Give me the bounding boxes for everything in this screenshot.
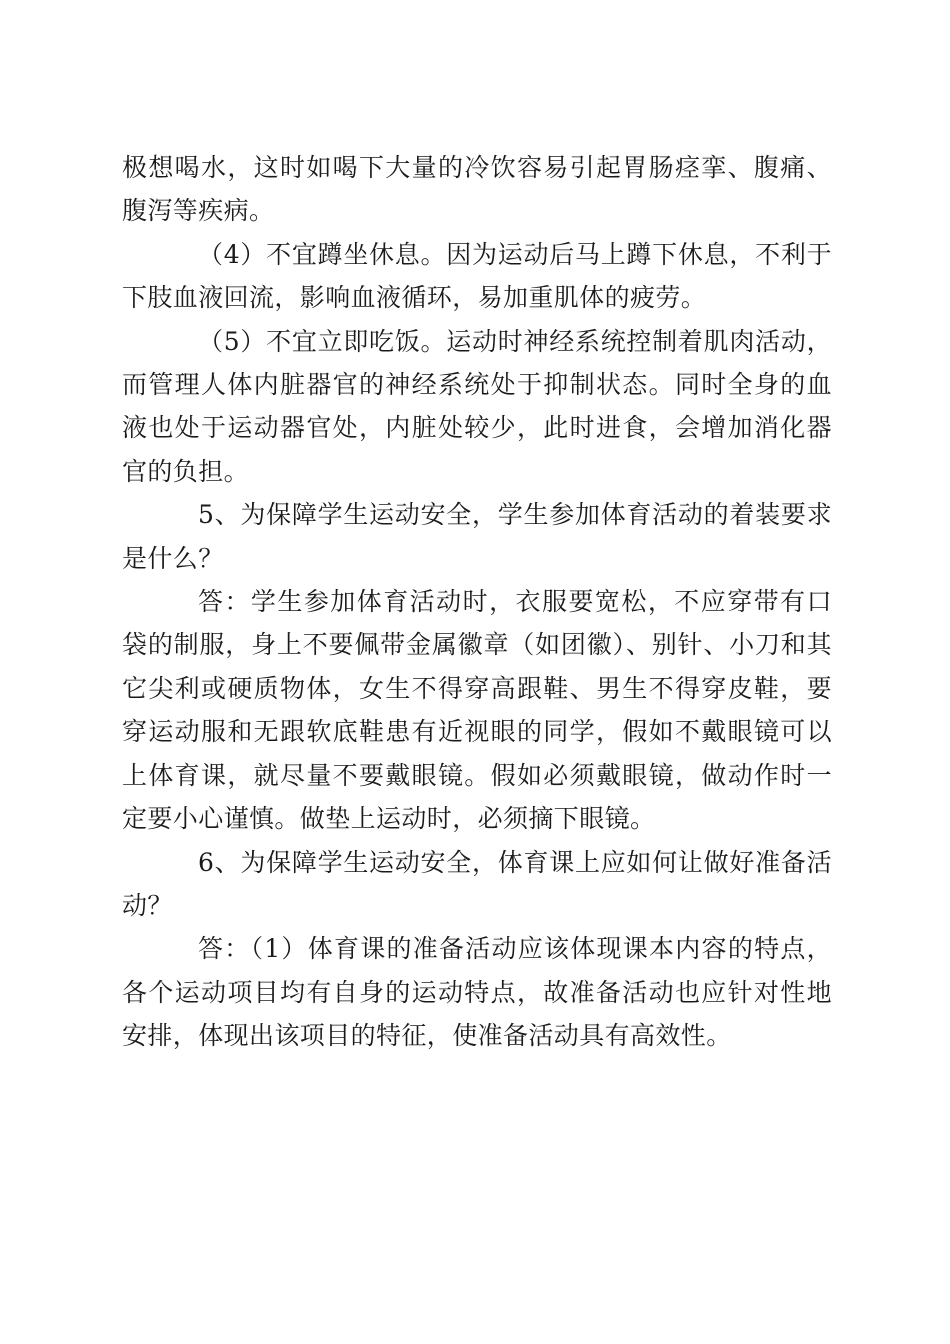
paragraph-item-5: （5）不宜立即吃饭。运动时神经系统控制着肌肉活动，而管理人体内脏器官的神经系统处于抑制状态。同时全身的血液也处于运动器官处，内脏处较少，此时进食，会增加消化器官的负担。 — [122, 326, 832, 486]
question-6: 6、为保障学生运动安全，体育课上应如何让做好准备活动？ — [122, 847, 832, 920]
answer-6: 答：（1）体育课的准备活动应该体现课本内容的特点，各个运动项目均有自身的运动特点，故准备活动也应针对性地安排，体现出该项目的特征，使准备活动具有高效性。 — [122, 934, 832, 1051]
paragraph-item-4: （4）不宜蹲坐休息。因为运动后马上蹲下休息，不利于下肢血液回流，影响血液循环，易加重肌体的疲劳。 — [122, 239, 832, 313]
paragraph-continuation: 极想喝水，这时如喝下大量的冷饮容易引起胃肠痉挛、腹痛、腹泻等疾病。 — [122, 153, 832, 226]
question-5: 5、为保障学生运动安全，学生参加体育活动的着装要求是什么？ — [122, 500, 832, 573]
document-body — [122, 146, 832, 1058]
answer-5: 答：学生参加体育活动时，衣服要宽松，不应穿带有口袋的制服，身上不要佩带金属徽章（如团徽）、别针、小刀和其它尖利或硬质物体，女生不得穿高跟鞋、男生不得穿皮鞋，要穿运动服和无跟软底鞋患有近视眼的同学，假如不戴眼镜可以上体育课，就尽量不要戴眼镜。假如必须戴眼镜，做动作时一定要小心谨慎。做垫上运动时，必须摘下眼镜。 — [122, 587, 832, 834]
